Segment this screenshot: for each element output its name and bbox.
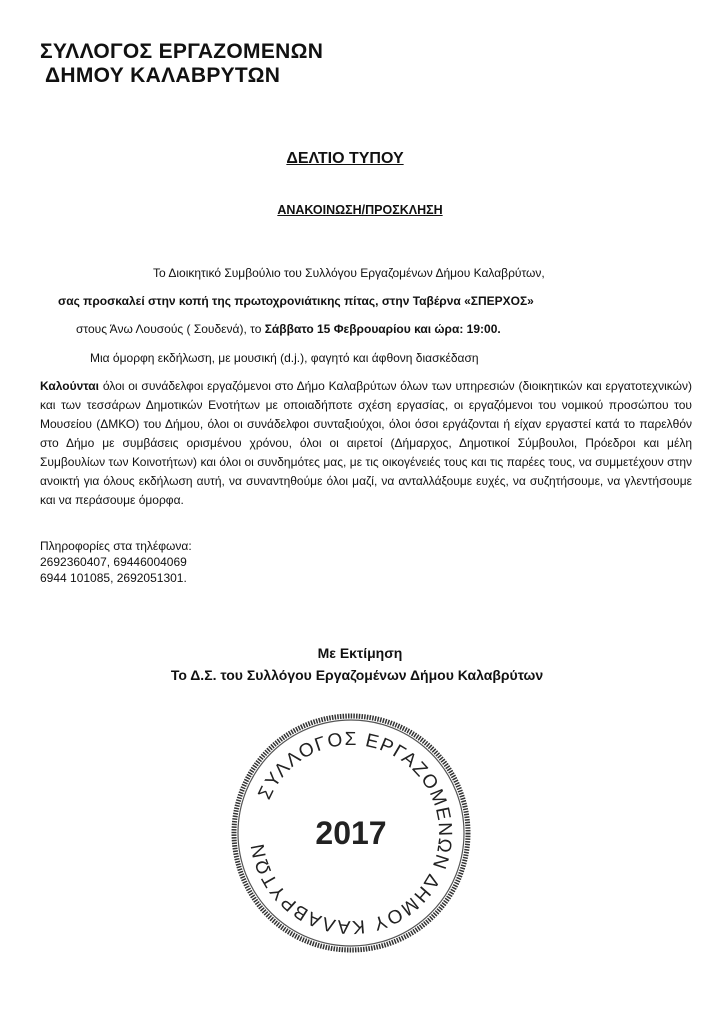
intro-line: Το Διοικητικό Συμβούλιο του Συλλόγου Εργαζομένων Δήμου Καλαβρύτων, [153, 266, 545, 280]
location-text: στους Άνω Λουσούς ( Σουδενά), το [76, 322, 265, 336]
contact-info [40, 538, 192, 586]
contact-phones-2: 6944 101085, 2692051301. [40, 571, 187, 585]
invitation-line: σας προσκαλεί στην κοπή της πρωτοχρονιάτικης πίτας, στην Ταβέρνα «ΣΠΕΡΧΟΣ» [58, 294, 534, 308]
organization-name-line2: ΔΗΜΟΥ ΚΑΛΑΒΡΥΤΩΝ [45, 64, 281, 87]
location-line [76, 322, 501, 336]
event-description: Μια όμορφη εκδήλωση, με μουσική (d.j.), φαγητό και άφθονη διασκέδαση [90, 351, 479, 365]
invitation-paragraph [40, 377, 692, 510]
contact-label: Πληροφορίες στα τηλέφωνα: [40, 539, 192, 553]
document-subtitle: ΑΝΑΚΟΙΝΩΣΗ/ΠΡΟΣΚΛΗΣΗ [277, 203, 443, 217]
organization-name-line1: ΣΥΛΛΟΓΟΣ ΕΡΓΑΖΟΜΕΝΩΝ [40, 40, 324, 63]
stamp-ring-text: ΣΥΛΛΟΓΟΣ ΕΡΓΑΖΟΜΕΝΩΝ ΔΗΜΟΥ ΚΑΛΑΒΡΥΤΩΝ [247, 728, 456, 938]
contact-phones-1: 2692360407, 69446004069 [40, 555, 187, 569]
closing-signature: Το Δ.Σ. του Συλλόγου Εργαζομένων Δήμου Καλαβρύτων [170, 667, 544, 683]
paragraph-text: όλοι οι συνάδελφοι εργαζόμενοι στο Δήμο Καλαβρύτων όλων των υπηρεσιών (διοικητικών και εργατοτεχνικών) και των τεσσάρων Δημοτικών Ενοτήτων με οποιαδήποτε σχέση εργασίας, οι εργαζόμενοι του νομικού προσώπου του Μουσείου (ΔΜΚΟ) του Δήμου, όλοι οι συνάδελφοι συνταξιούχοι, όλοι όσοι εργάζονται ή είχαν εργαστεί κατά το παρελθόν στο Δήμο με συμβάσεις ορισμένου χρόνου, όλοι οι αιρετοί (Δήμαρχος, Δημοτικοί Σύμβουλοι, Πρόεδροι και μέλη Συμβουλίων των Κοινοτήτων) και όλοι οι συνδημότες μας, με τις οικογένειές τους και τις παρέες τους, να συμμετέχουν στην ανοικτή για όλους εκδήλωση αυτή, να συναντηθούμε όλοι μαζί, να ανταλλάξουμε ευχές, να συζητήσουμε, να γλεντήσουμε και να περάσουμε όμορφα. [40, 379, 692, 507]
organization-stamp [230, 712, 472, 954]
paragraph-lead: Καλούνται [40, 379, 100, 393]
document-title: ΔΕΛΤΙΟ ΤΥΠΟΥ [286, 150, 404, 167]
closing-greeting: Με Εκτίμηση [317, 645, 403, 661]
stamp-year: 2017 [315, 815, 387, 851]
event-date: Σάββατο 15 Φεβρουαρίου και ώρα: 19:00. [264, 322, 501, 336]
